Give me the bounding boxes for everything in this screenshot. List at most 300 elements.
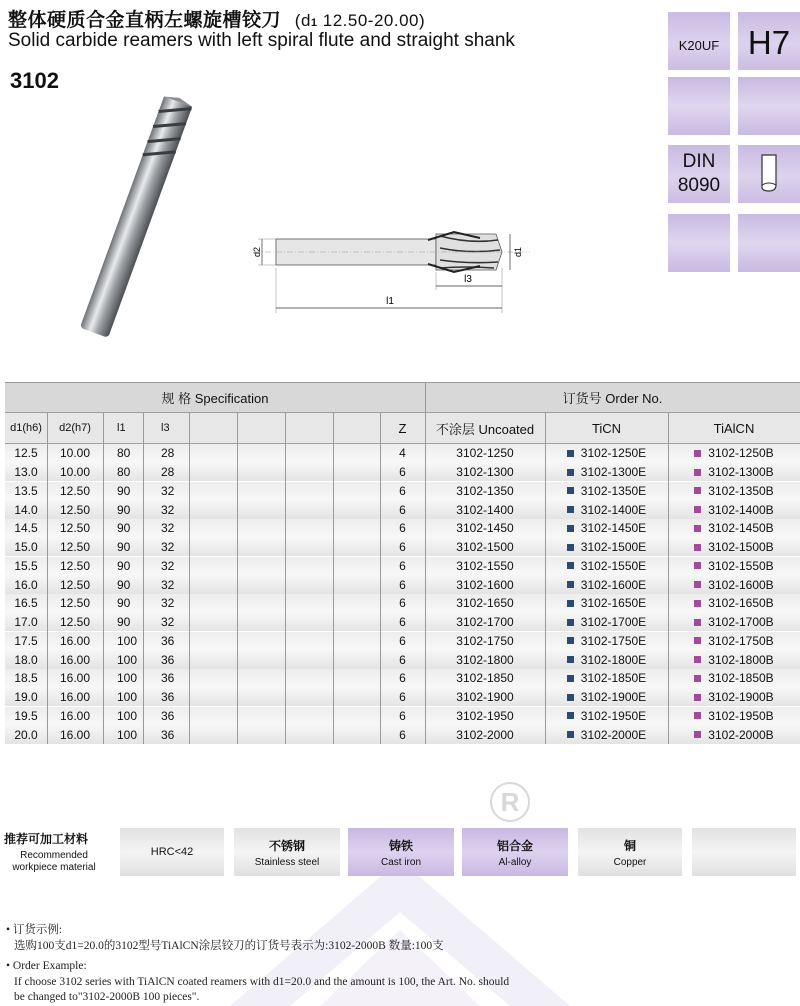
cell-uncoated <box>425 500 545 519</box>
cell-d1-text: 18.5 <box>14 671 38 686</box>
cell-d1 <box>5 613 47 632</box>
cell-uncoated-text: 3102-1950 <box>456 708 514 723</box>
cell-ticn <box>545 613 668 632</box>
divider <box>237 412 238 744</box>
cell-l3 <box>143 575 189 594</box>
din-number: 8090 <box>677 175 721 196</box>
cell-uncoated <box>425 538 545 557</box>
cell-tialcn <box>668 500 800 519</box>
cell-l1 <box>103 688 143 707</box>
cell-d2 <box>47 500 103 519</box>
cell-z-text: 6 <box>399 521 406 536</box>
cell-tialcn <box>668 557 800 576</box>
cell-z-text: 6 <box>399 577 406 592</box>
divider <box>545 412 546 744</box>
d1-label: d1 <box>513 246 523 258</box>
cell-z-text: 6 <box>399 671 406 686</box>
material-copper <box>578 828 682 876</box>
cell-z-text: 6 <box>399 540 406 554</box>
cell-uncoated <box>425 444 545 463</box>
cell-z <box>380 519 425 538</box>
cell-l3-text: 28 <box>161 446 175 461</box>
cell-uncoated-text: 3102-1600 <box>456 577 514 592</box>
cell-d2-text: 12.50 <box>59 521 91 536</box>
cell-l1-text: 80 <box>117 465 131 479</box>
cell-d2-text: 12.50 <box>59 540 91 554</box>
cell-tialcn-text: 3102-1250B <box>708 446 774 461</box>
cell-d1 <box>5 538 47 557</box>
cell-l1-text: 100 <box>117 633 138 648</box>
cell-uncoated <box>425 613 545 632</box>
cell-d2 <box>47 707 103 726</box>
cell-l1 <box>103 594 143 613</box>
cell-z-text: 6 <box>399 727 406 742</box>
cell-d1 <box>5 463 47 482</box>
cell-d1-text: 15.0 <box>14 540 38 554</box>
cell-l3 <box>143 650 189 669</box>
din-text <box>668 150 730 198</box>
cell-l3-text: 36 <box>161 652 175 667</box>
cell-tialcn-text: 3102-1700B <box>708 615 774 629</box>
cell-ticn <box>545 650 668 669</box>
cell-ticn <box>545 725 668 744</box>
order-example-cn <box>6 922 444 954</box>
table-row <box>5 538 800 557</box>
cell-z <box>380 463 425 482</box>
cell-ticn <box>545 482 668 501</box>
cell-d1 <box>5 575 47 594</box>
cell-ticn-text: 3102-1750E <box>580 633 647 648</box>
cell-tialcn <box>668 575 800 594</box>
cell-d2-text: 10.00 <box>59 446 91 461</box>
cell-d1 <box>5 519 47 538</box>
cell-ticn <box>545 707 668 726</box>
cell-tialcn <box>668 444 800 463</box>
cell-d1-text: 19.5 <box>14 708 38 723</box>
table-row <box>5 482 800 501</box>
cell-ticn <box>545 669 668 688</box>
cell-l3 <box>143 557 189 576</box>
cell-uncoated-text: 3102-1350 <box>456 483 514 498</box>
cell-d2 <box>47 557 103 576</box>
cell-l1-text: 100 <box>117 708 138 723</box>
cell-ticn <box>545 575 668 594</box>
color-square-icon <box>694 694 701 701</box>
cell-l1 <box>103 482 143 501</box>
cell-tialcn <box>668 707 800 726</box>
cell-ticn <box>545 557 668 576</box>
cell-ticn-text: 3102-1650E <box>580 596 647 611</box>
table-row <box>5 650 800 669</box>
hrc-label: HRC<42 <box>150 846 194 858</box>
cell-l1-text: 90 <box>117 577 131 592</box>
cell-l1-text: 100 <box>117 727 138 742</box>
cell-z <box>380 669 425 688</box>
cell-l1-text: 90 <box>117 540 131 554</box>
cell-tialcn <box>668 594 800 613</box>
cell-ticn-text: 3102-1500E <box>580 540 647 554</box>
cell-l1 <box>103 613 143 632</box>
table-header-columns <box>5 412 800 444</box>
cell-tialcn-text: 3102-1750B <box>708 633 774 648</box>
blank-tile <box>668 77 730 135</box>
cell-l1 <box>103 463 143 482</box>
castiron-cn: 铸铁 <box>388 838 413 853</box>
color-square-icon <box>567 469 574 476</box>
table-row <box>5 613 800 632</box>
cell-tialcn-text: 3102-1500B <box>708 540 774 554</box>
cell-d2 <box>47 650 103 669</box>
cell-z-text: 6 <box>399 502 406 517</box>
cell-z <box>380 575 425 594</box>
cell-uncoated-text: 3102-1800 <box>456 652 514 667</box>
cell-l3-text: 32 <box>161 502 175 517</box>
cell-ticn <box>545 444 668 463</box>
cell-uncoated-text: 3102-1850 <box>456 671 514 686</box>
divider <box>189 412 190 744</box>
straight-shank-icon <box>738 145 800 203</box>
color-square-icon <box>567 581 574 588</box>
cell-tialcn <box>668 632 800 651</box>
cell-l3-text: 28 <box>161 465 175 479</box>
cell-l3-text: 32 <box>161 596 175 611</box>
stainless-en: Stainless steel <box>254 856 320 868</box>
cell-ticn-text: 3102-1450E <box>580 521 647 536</box>
cell-tialcn-text: 3102-1600B <box>708 577 774 592</box>
material-label-en: Recommended workpiece material <box>12 850 96 873</box>
cell-z-text: 6 <box>399 596 406 611</box>
cell-l1 <box>103 519 143 538</box>
cell-uncoated-text: 3102-1550 <box>456 558 514 573</box>
color-square-icon <box>567 487 574 494</box>
cell-d1 <box>5 500 47 519</box>
color-square-icon <box>694 712 701 719</box>
cell-ticn-text: 3102-2000E <box>580 727 647 742</box>
grade-label: K20UF <box>678 38 720 53</box>
cell-ticn <box>545 632 668 651</box>
cell-tialcn <box>668 669 800 688</box>
cell-d1-text: 14.0 <box>14 502 38 517</box>
cell-uncoated <box>425 575 545 594</box>
cell-d2-text: 16.00 <box>59 671 91 686</box>
color-square-icon <box>694 581 701 588</box>
series-code: 3102 <box>10 68 59 93</box>
divider <box>380 412 381 744</box>
cell-d1 <box>5 482 47 501</box>
cell-d1-text: 17.0 <box>14 615 38 629</box>
divider <box>285 412 286 744</box>
table-row <box>5 632 800 651</box>
cell-uncoated <box>425 519 545 538</box>
cell-l3-text: 32 <box>161 521 175 536</box>
cell-z <box>380 444 425 463</box>
cell-d1-text: 18.0 <box>14 652 38 667</box>
cell-uncoated <box>425 725 545 744</box>
cell-d2 <box>47 444 103 463</box>
color-square-icon <box>567 600 574 607</box>
cell-d1 <box>5 688 47 707</box>
cell-ticn-text: 3102-1250E <box>580 446 647 461</box>
cell-d1 <box>5 725 47 744</box>
col-d2: d2(h7) <box>59 422 91 434</box>
cell-uncoated-text: 3102-1900 <box>456 690 514 704</box>
cell-z <box>380 650 425 669</box>
cell-z-text: 4 <box>399 446 406 461</box>
cell-l3 <box>143 463 189 482</box>
color-square-icon <box>694 619 701 626</box>
table-row <box>5 688 800 707</box>
al-cn: 铝合金 <box>496 838 533 853</box>
cell-l1 <box>103 725 143 744</box>
color-square-icon <box>567 544 574 551</box>
cell-d2-text: 12.50 <box>59 502 91 517</box>
cell-uncoated <box>425 707 545 726</box>
cell-l3-text: 36 <box>161 671 175 686</box>
cell-d1-text: 16.5 <box>14 596 38 611</box>
cell-ticn <box>545 463 668 482</box>
color-square-icon <box>567 712 574 719</box>
cell-z-text: 6 <box>399 652 406 667</box>
order-example-en <box>6 958 509 1005</box>
cell-uncoated-text: 3102-1500 <box>456 540 514 554</box>
table-row <box>5 575 800 594</box>
cell-l3 <box>143 594 189 613</box>
cell-l1 <box>103 707 143 726</box>
tolerance-label: H7 <box>747 24 791 61</box>
cell-d2-text: 16.00 <box>59 633 91 648</box>
color-square-icon <box>694 525 701 532</box>
cell-tialcn <box>668 688 800 707</box>
color-square-icon <box>567 450 574 457</box>
cell-d2 <box>47 669 103 688</box>
cell-d2 <box>47 575 103 594</box>
cell-ticn <box>545 688 668 707</box>
cell-l1-text: 90 <box>117 596 131 611</box>
cell-d2-text: 12.50 <box>59 615 91 629</box>
cell-d2 <box>47 613 103 632</box>
table-row <box>5 594 800 613</box>
cell-z <box>380 632 425 651</box>
cell-l1-text: 100 <box>117 652 138 667</box>
reamer-photo-icon <box>40 90 230 355</box>
divider <box>668 412 669 744</box>
cell-l3 <box>143 707 189 726</box>
cell-d2 <box>47 594 103 613</box>
dimension-drawing <box>240 228 540 318</box>
cell-l3 <box>143 482 189 501</box>
material-blank <box>692 828 796 876</box>
cell-d1-text: 14.5 <box>14 521 38 536</box>
cell-d1 <box>5 594 47 613</box>
color-square-icon <box>567 694 574 701</box>
cell-uncoated <box>425 632 545 651</box>
cell-tialcn <box>668 519 800 538</box>
cell-l1-text: 100 <box>117 671 138 686</box>
cell-ticn-text: 3102-1600E <box>580 577 647 592</box>
cell-l1-text: 90 <box>117 558 131 573</box>
cell-uncoated-text: 3102-2000 <box>456 727 514 742</box>
cell-ticn-text: 3102-1800E <box>580 652 647 667</box>
cell-z <box>380 725 425 744</box>
cell-l1 <box>103 500 143 519</box>
cell-d1 <box>5 669 47 688</box>
cell-l3-text: 32 <box>161 615 175 629</box>
cell-z-text: 6 <box>399 465 406 479</box>
cell-d2-text: 16.00 <box>59 708 91 723</box>
cell-l3-text: 36 <box>161 690 175 704</box>
cell-l3-text: 32 <box>161 577 175 592</box>
cell-d2-text: 10.00 <box>59 465 91 479</box>
cell-l1 <box>103 669 143 688</box>
cell-ticn-text: 3102-1700E <box>580 615 647 629</box>
cell-z <box>380 538 425 557</box>
cell-l1 <box>103 632 143 651</box>
material-label <box>4 828 108 876</box>
range-text: 12.50-20.00) <box>317 11 426 30</box>
range-prefix: (d <box>294 11 311 30</box>
cell-ticn-text: 3102-1400E <box>580 502 647 517</box>
tolerance-tile <box>738 12 800 70</box>
table-row <box>5 725 800 744</box>
cell-l1-text: 90 <box>117 615 131 629</box>
cell-uncoated <box>425 650 545 669</box>
cell-uncoated-text: 3102-1700 <box>456 615 514 629</box>
cell-l3-text: 32 <box>161 558 175 573</box>
cell-uncoated <box>425 557 545 576</box>
table-row <box>5 707 800 726</box>
cell-tialcn-text: 3102-1850B <box>708 671 774 686</box>
cell-d1-text: 19.0 <box>14 690 38 704</box>
cell-d2 <box>47 519 103 538</box>
table-header-group <box>5 382 800 412</box>
cell-tialcn-text: 3102-1300B <box>708 465 774 479</box>
castiron-en: Cast iron <box>380 856 421 868</box>
cell-tialcn <box>668 538 800 557</box>
cell-d2 <box>47 482 103 501</box>
material-al-alloy <box>462 828 568 876</box>
color-square-icon <box>567 656 574 663</box>
col-d1: d1(h6) <box>10 422 42 434</box>
cell-tialcn-text: 3102-2000B <box>708 727 774 742</box>
blank-tile <box>668 214 730 272</box>
cell-ticn <box>545 500 668 519</box>
cell-d1-text: 16.0 <box>14 577 38 592</box>
din-label: DIN <box>682 151 716 172</box>
color-square-icon <box>694 562 701 569</box>
cell-tialcn <box>668 613 800 632</box>
color-square-icon <box>694 506 701 513</box>
cell-l1-text: 100 <box>117 690 138 704</box>
color-square-icon <box>567 562 574 569</box>
cell-d1-text: 13.5 <box>14 483 38 498</box>
cell-tialcn-text: 3102-1900B <box>708 690 774 704</box>
order-header: 订货号 Order No. <box>562 391 663 406</box>
stainless-cn: 不锈钢 <box>268 838 305 853</box>
order-example-en-text2: be changed to"3102-2000B 100 pieces". <box>14 991 200 1003</box>
color-square-icon <box>567 731 574 738</box>
cell-l3 <box>143 632 189 651</box>
registered-mark-icon: R <box>490 782 530 822</box>
table-row <box>5 557 800 576</box>
color-square-icon <box>694 487 701 494</box>
cell-uncoated <box>425 688 545 707</box>
color-square-icon <box>694 731 701 738</box>
spec-header: 规 格 Specification <box>161 391 269 406</box>
l1-label: l1 <box>386 296 394 307</box>
cell-uncoated-text: 3102-1450 <box>456 521 514 536</box>
table-row <box>5 669 800 688</box>
col-uncoated: 不涂层 Uncoated <box>435 421 535 437</box>
cell-l1-text: 90 <box>117 521 131 536</box>
cell-d1-text: 17.5 <box>14 633 38 648</box>
cell-tialcn-text: 3102-1450B <box>708 521 774 536</box>
cell-l3 <box>143 725 189 744</box>
cell-tialcn <box>668 482 800 501</box>
cell-d2 <box>47 538 103 557</box>
cell-tialcn <box>668 463 800 482</box>
cell-uncoated <box>425 463 545 482</box>
cell-l3 <box>143 444 189 463</box>
copper-en: Copper <box>613 856 647 868</box>
cell-l3-text: 36 <box>161 727 175 742</box>
cell-d1-text: 12.5 <box>14 446 38 461</box>
order-example-en-text1: If choose 3102 series with TiAlCN coated reamers with d1=20.0 and the amount is 100, the Art. No. should <box>14 976 510 988</box>
material-stainless <box>234 828 340 876</box>
cell-l1 <box>103 650 143 669</box>
color-square-icon <box>567 525 574 532</box>
cell-tialcn-text: 3102-1350B <box>708 483 774 498</box>
cell-ticn <box>545 519 668 538</box>
al-en: Al-alloy <box>498 856 532 868</box>
divider <box>47 412 48 744</box>
cell-ticn-text: 3102-1350E <box>580 483 647 498</box>
cell-d2-text: 12.50 <box>59 596 91 611</box>
col-l1: l1 <box>117 422 126 434</box>
cell-tialcn-text: 3102-1400B <box>708 502 774 517</box>
order-example-en-title: • Order Example: <box>6 960 87 972</box>
cell-d2-text: 12.50 <box>59 577 91 592</box>
cell-z <box>380 688 425 707</box>
cell-d1 <box>5 707 47 726</box>
cell-d1 <box>5 557 47 576</box>
color-square-icon <box>694 600 701 607</box>
cell-ticn-text: 3102-1900E <box>580 690 647 704</box>
cell-uncoated <box>425 482 545 501</box>
cell-z-text: 6 <box>399 708 406 723</box>
cell-d1 <box>5 650 47 669</box>
material-hrc <box>120 828 224 876</box>
divider <box>333 412 334 744</box>
cell-tialcn <box>668 725 800 744</box>
cell-l1-text: 90 <box>117 502 131 517</box>
cell-z-text: 6 <box>399 633 406 648</box>
table-row <box>5 500 800 519</box>
cell-z <box>380 500 425 519</box>
cell-z-text: 6 <box>399 615 406 629</box>
table-row <box>5 444 800 463</box>
color-square-icon <box>567 506 574 513</box>
copper-cn: 铜 <box>623 838 636 853</box>
cell-d1-text: 15.5 <box>14 558 38 573</box>
table-row <box>5 519 800 538</box>
shank-tile <box>738 145 800 203</box>
cell-d2-text: 16.00 <box>59 690 91 704</box>
cell-l3-text: 32 <box>161 540 175 554</box>
page-title-en: Solid carbide reamers with left spiral flute and straight shank <box>8 30 515 51</box>
d2-label: d2 <box>252 246 262 258</box>
cell-ticn-text: 3102-1850E <box>580 671 647 686</box>
title-cn-text: 整体硬质合金直柄左螺旋槽铰刀 <box>8 10 282 31</box>
